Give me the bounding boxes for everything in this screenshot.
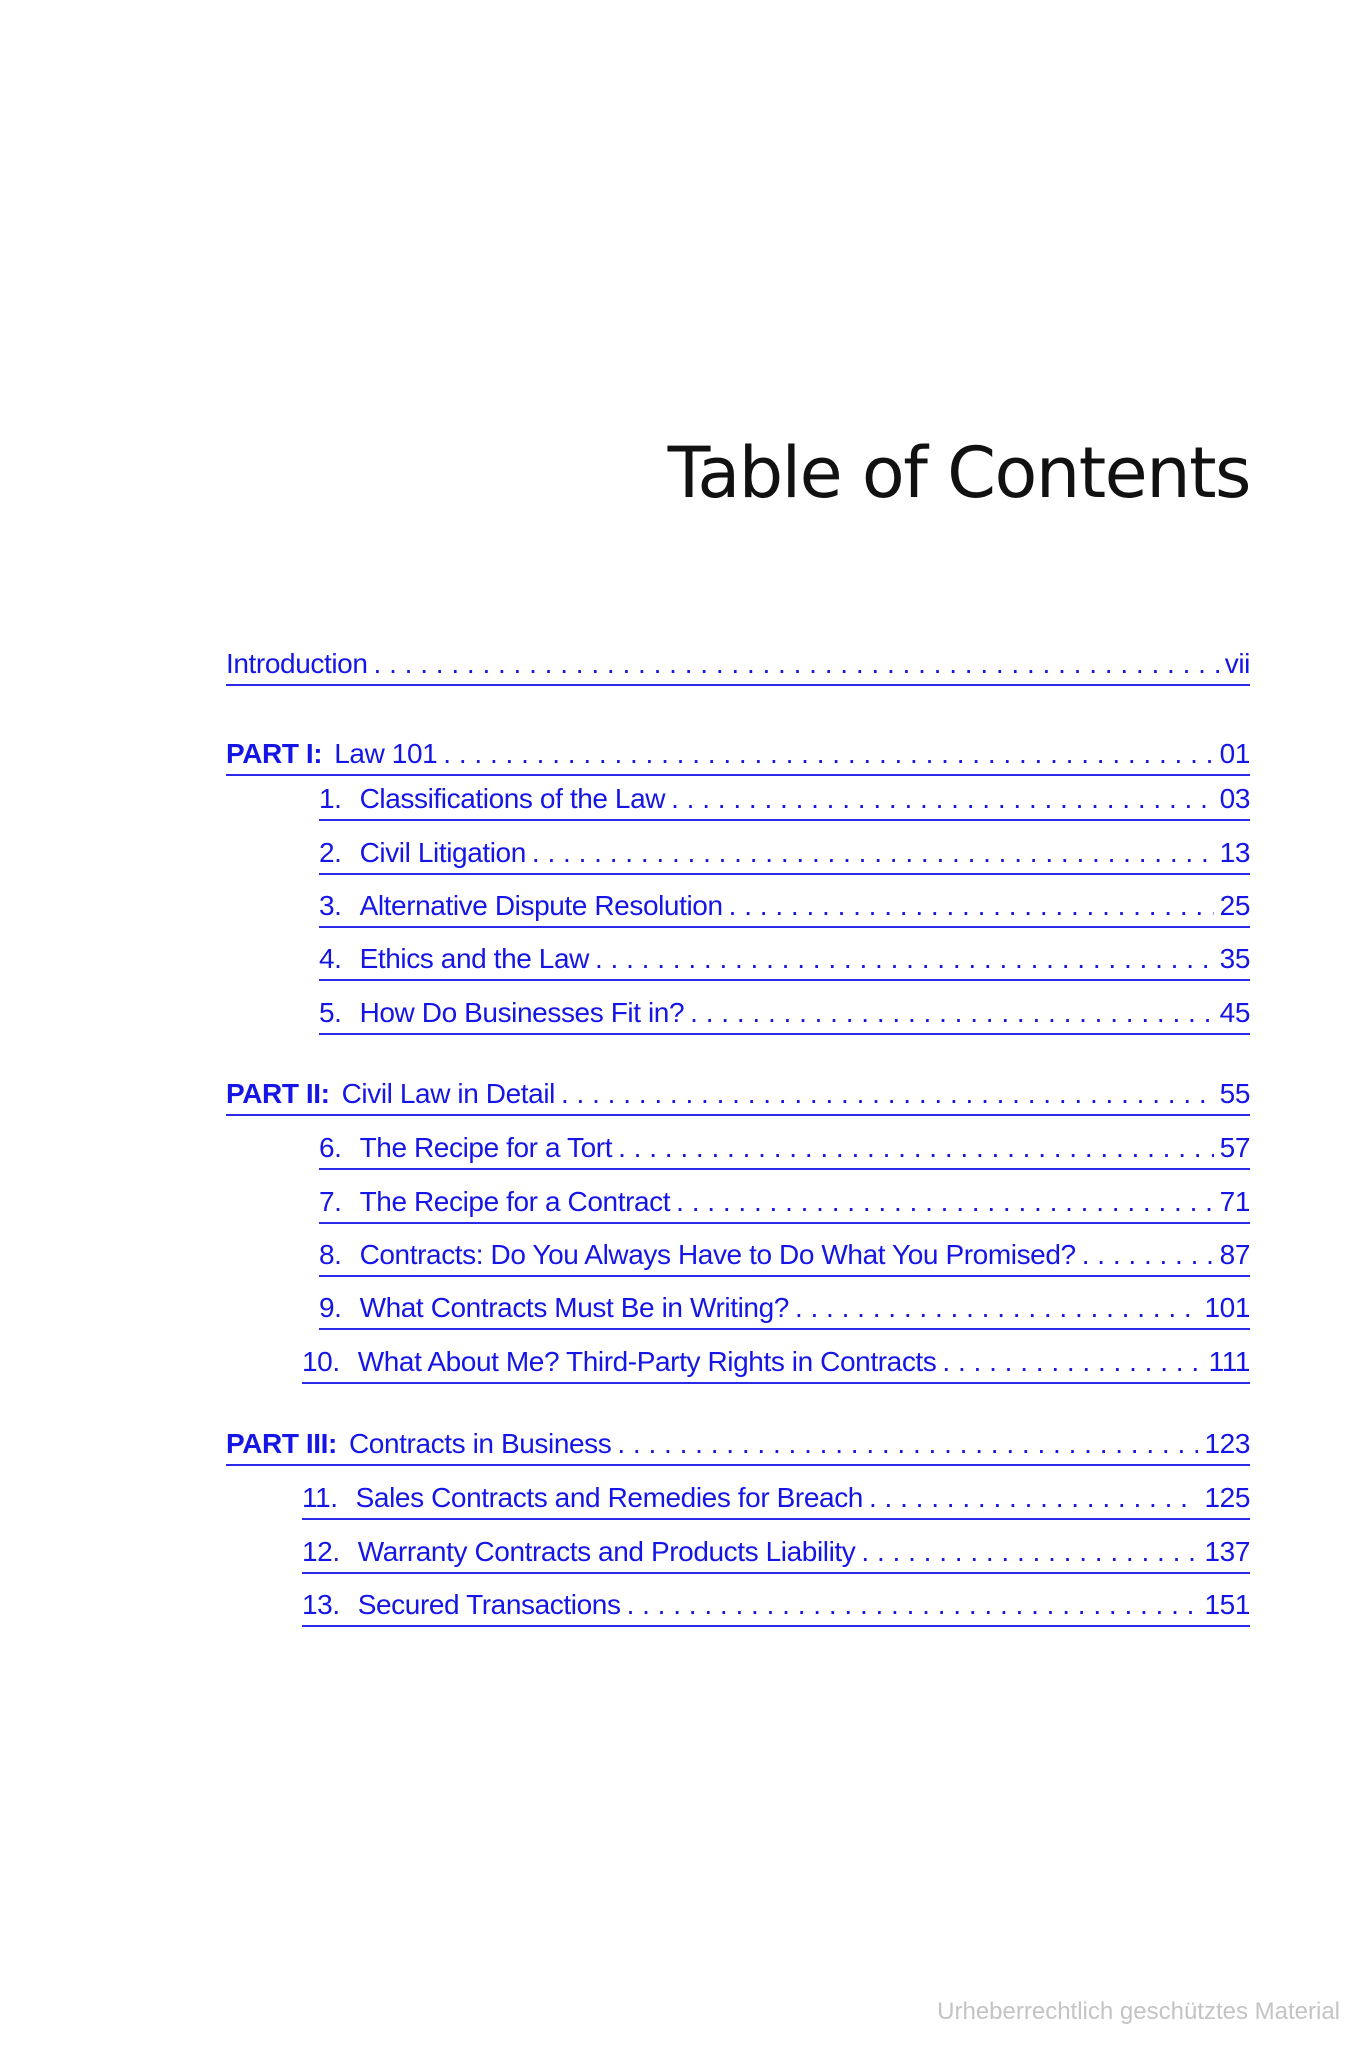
toc-page-number: 101 [1204, 1292, 1250, 1323]
toc-chapter-9[interactable] [319, 1292, 1250, 1330]
part-title: Civil Law in Detail [341, 1078, 555, 1109]
copyright-watermark: Urheberrechtlich geschütztes Material [937, 1998, 1340, 2025]
toc-page-number: 57 [1219, 1132, 1250, 1163]
dot-leader [729, 890, 1214, 922]
dot-leader [942, 1346, 1202, 1378]
toc-page-number: vii [1224, 648, 1250, 679]
toc-entry-introduction[interactable] [226, 648, 1250, 686]
part-label: PART III: [226, 1428, 337, 1459]
dot-leader [618, 1132, 1214, 1164]
toc-part-2[interactable] [226, 1078, 1250, 1116]
chapter-number: 1. [319, 783, 342, 814]
dot-leader [532, 837, 1214, 869]
chapter-title: Ethics and the Law [359, 943, 589, 974]
dot-leader [869, 1482, 1198, 1514]
toc-chapter-12[interactable] [302, 1536, 1250, 1574]
toc-chapter-4[interactable] [319, 943, 1250, 981]
chapter-number: 11. [302, 1482, 338, 1513]
toc-page-number: 123 [1204, 1428, 1250, 1459]
chapter-title: How Do Businesses Fit in? [359, 997, 685, 1028]
toc-chapter-10[interactable] [302, 1346, 1250, 1384]
chapter-title: Classifications of the Law [359, 783, 666, 814]
dot-leader [795, 1292, 1199, 1324]
chapter-number: 12. [302, 1536, 340, 1567]
toc-page-number: 45 [1219, 997, 1250, 1028]
dot-leader [595, 943, 1214, 975]
chapter-number: 8. [319, 1239, 342, 1270]
toc-chapter-2[interactable] [319, 837, 1250, 875]
toc-entry-title: Introduction [226, 648, 368, 679]
chapter-number: 4. [319, 943, 342, 974]
dot-leader [861, 1536, 1198, 1568]
chapter-number: 13. [302, 1589, 340, 1620]
dot-leader [627, 1589, 1199, 1621]
toc-chapter-1[interactable] [319, 783, 1250, 821]
dot-leader [676, 1186, 1213, 1218]
dot-leader [443, 738, 1213, 770]
dot-leader [374, 648, 1219, 680]
toc-chapter-5[interactable] [319, 997, 1250, 1035]
chapter-title: Warranty Contracts and Products Liability [357, 1536, 856, 1567]
chapter-title: What About Me? Third-Party Rights in Contracts [357, 1346, 937, 1377]
toc-page-number: 111 [1208, 1346, 1250, 1377]
toc-page-number: 87 [1219, 1239, 1250, 1270]
chapter-number: 9. [319, 1292, 342, 1323]
chapter-title: Secured Transactions [357, 1589, 621, 1620]
toc-chapter-3[interactable] [319, 890, 1250, 928]
chapter-title: Sales Contracts and Remedies for Breach [355, 1482, 863, 1513]
toc-chapter-13[interactable] [302, 1589, 1250, 1627]
dot-leader [690, 997, 1213, 1029]
chapter-number: 2. [319, 837, 342, 868]
toc-page-number: 71 [1219, 1186, 1250, 1217]
chapter-title: What Contracts Must Be in Writing? [359, 1292, 789, 1323]
dot-leader [1082, 1239, 1214, 1271]
toc-page-number: 151 [1204, 1589, 1250, 1620]
chapter-number: 7. [319, 1186, 342, 1217]
toc-page-number: 137 [1204, 1536, 1250, 1567]
chapter-number: 3. [319, 890, 342, 921]
chapter-number: 5. [319, 997, 342, 1028]
toc-page-number: 13 [1219, 837, 1250, 868]
dot-leader [617, 1428, 1198, 1460]
part-title: Contracts in Business [348, 1428, 612, 1459]
toc-page-number: 25 [1219, 890, 1250, 921]
part-label: PART I: [226, 738, 323, 769]
part-label: PART II: [226, 1078, 330, 1109]
page-title: Table of Contents [667, 432, 1250, 514]
toc-part-1[interactable] [226, 738, 1250, 776]
toc-chapter-6[interactable] [319, 1132, 1250, 1170]
chapter-number: 6. [319, 1132, 342, 1163]
chapter-number: 10. [302, 1346, 340, 1377]
chapter-title: Civil Litigation [359, 837, 526, 868]
toc-page-number: 03 [1219, 783, 1250, 814]
chapter-title: Alternative Dispute Resolution [359, 890, 723, 921]
toc-chapter-11[interactable] [302, 1482, 1250, 1520]
toc-chapter-8[interactable] [319, 1239, 1250, 1277]
toc-part-3[interactable] [226, 1428, 1250, 1466]
dot-leader [561, 1078, 1214, 1110]
chapter-title: The Recipe for a Contract [359, 1186, 671, 1217]
part-title: Law 101 [334, 738, 438, 769]
toc-page-number: 35 [1219, 943, 1250, 974]
toc-page-number: 55 [1219, 1078, 1250, 1109]
chapter-title: Contracts: Do You Always Have to Do What You Promised? [359, 1239, 1076, 1270]
chapter-title: The Recipe for a Tort [359, 1132, 613, 1163]
dot-leader [671, 783, 1214, 815]
toc-page-number: 125 [1204, 1482, 1250, 1513]
toc-page-number: 01 [1219, 738, 1250, 769]
toc-chapter-7[interactable] [319, 1186, 1250, 1224]
